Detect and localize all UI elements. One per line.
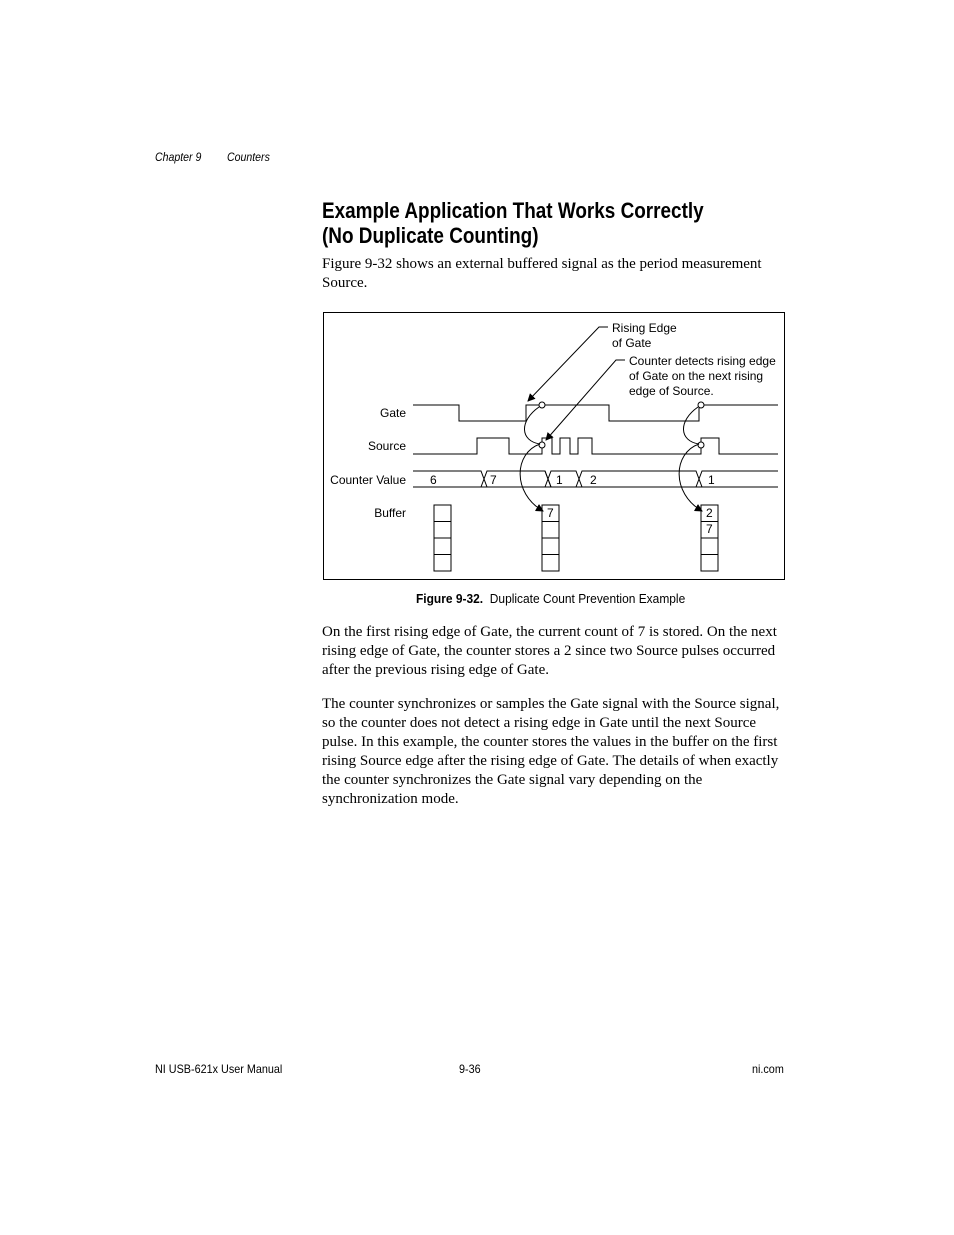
gate-sample-circle-1 (539, 402, 545, 408)
figure-caption (416, 591, 685, 606)
counter-value-label: Counter Value (330, 473, 406, 487)
footer-website: ni.com (752, 1062, 784, 1076)
figure-caption-number: Figure 9-32. (416, 591, 484, 606)
section-title-line2: (No Duplicate Counting) (322, 223, 539, 248)
source-sample-circle-2 (698, 442, 704, 448)
detect-leader-arrow (546, 360, 625, 440)
buffer-second-value-bottom: 7 (706, 522, 713, 536)
body-paragraph-1: On the first rising edge of Gate, the current count of 7 is stored. On the next rising edge of Gate, the counter stores a 2 since two Source pulses occurred after the previous rising edge of Gate. (322, 624, 777, 678)
source-label: Source (367, 439, 406, 453)
section-title-line1: Example Application That Works Correctly (322, 198, 704, 223)
gate-waveform (413, 405, 778, 421)
store-curve-arrow-1 (520, 407, 543, 511)
gate-label: Gate (379, 406, 406, 420)
buffer-first-value: 7 (547, 506, 554, 520)
timing-diagram (324, 313, 786, 581)
footer-page-number: 9-36 (459, 1062, 481, 1076)
detect-callout-line3: edge of Source. (629, 384, 714, 398)
timing-diagram-figure (323, 312, 785, 580)
running-header-section: Counters (227, 150, 270, 164)
buffer-second-value-top: 2 (706, 506, 713, 520)
counter-value-7: 7 (490, 473, 497, 487)
section-title (322, 198, 704, 248)
counter-value-6: 6 (430, 473, 437, 487)
rising-edge-callout-line2: of Gate (612, 336, 652, 350)
counter-value-1-second: 1 (708, 473, 715, 487)
store-curve-arrow-2 (679, 407, 702, 511)
detect-callout-line1: Counter detects rising edge (629, 354, 776, 368)
buffer-initial (434, 505, 451, 571)
intro-paragraph: Figure 9-32 shows an external buffered signal as the period measurement Source. (322, 256, 762, 291)
gate-sample-circle-2 (698, 402, 704, 408)
counter-value-2: 2 (590, 473, 597, 487)
footer-manual-name: NI USB-621x User Manual (155, 1062, 283, 1076)
buffer-label: Buffer (374, 506, 406, 520)
detect-callout-line2: of Gate on the next rising (629, 369, 764, 383)
rising-edge-callout-line1: Rising Edge (612, 321, 677, 335)
figure-caption-text: Duplicate Count Prevention Example (489, 591, 686, 606)
body-paragraph-2: The counter synchronizes or samples the Gate signal with the Source signal, so the counter does not detect a rising edge in Gate until the next Source pulse. In this example, the counter stores the values in the buffer on the first rising Source edge after the rising edge of Gate. The details of when exactly the counter synchronizes the Gate signal vary depending on the synchronization mode. (322, 696, 780, 807)
running-header-chapter: Chapter 9 (155, 150, 202, 164)
counter-value-1: 1 (556, 473, 563, 487)
source-waveform (413, 438, 778, 454)
rising-edge-leader-arrow (528, 327, 608, 401)
source-sample-circle-1 (539, 442, 545, 448)
